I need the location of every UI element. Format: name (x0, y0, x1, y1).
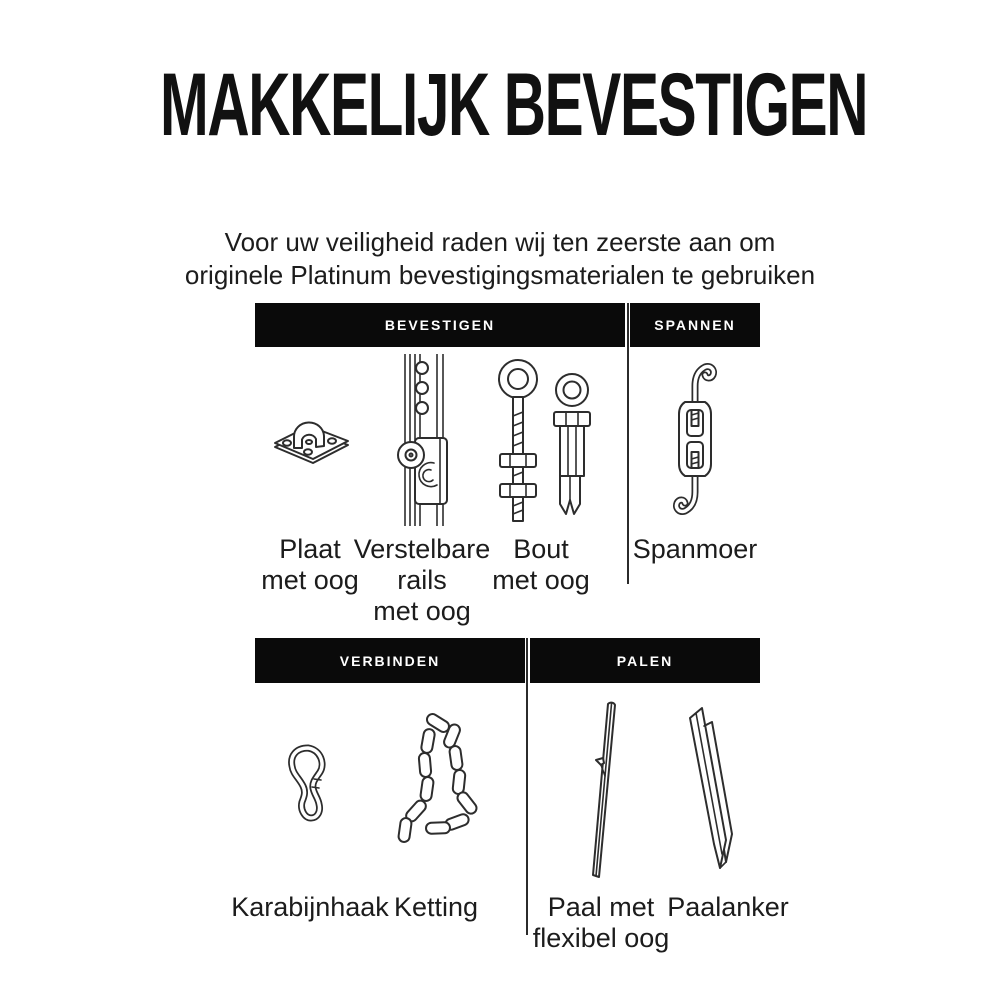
section-header-spannen: SPANNEN (630, 303, 760, 347)
item-label-paal-met-flexibel-oog: Paal met flexibel oog (532, 892, 670, 953)
subtitle (0, 226, 1000, 292)
item-label-verstelbare-rails: Verstelbare rails met oog (353, 534, 491, 626)
pole-with-flexible-eye-icon (584, 698, 622, 880)
adjustable-rail-with-eye-icon (397, 354, 451, 526)
item-label-plaat-met-oog: Plaat met oog (261, 534, 359, 595)
turnbuckle-icon (663, 356, 727, 522)
item-label-spanmoer: Spanmoer (632, 534, 758, 564)
ground-anchor-icon (678, 704, 740, 880)
subtitle-line-2: originele Platinum bevestigingsmaterialen te gebruiken (184, 260, 816, 290)
divider-top (627, 303, 629, 584)
eye-bolt-icon (488, 356, 600, 524)
carabiner-icon (283, 742, 333, 826)
subtitle-line-1: Voor uw veiligheid raden wij ten zeerste aan om (224, 227, 776, 257)
divider-bottom (526, 638, 528, 935)
section-header-palen: PALEN (530, 638, 760, 683)
section-header-verbinden: VERBINDEN (255, 638, 525, 683)
item-label-paalanker: Paalanker (667, 892, 789, 922)
plate-with-eye-icon (268, 404, 354, 466)
chain-icon (392, 710, 488, 858)
item-label-bout-met-oog: Bout met oog (492, 534, 590, 595)
item-label-karabijnhaak: Karabijnhaak (231, 892, 389, 922)
section-header-bevestigen: BEVESTIGEN (255, 303, 625, 347)
page-title: MAKKELIJK BEVESTIGEN (160, 55, 868, 155)
item-label-ketting: Ketting (393, 892, 479, 922)
